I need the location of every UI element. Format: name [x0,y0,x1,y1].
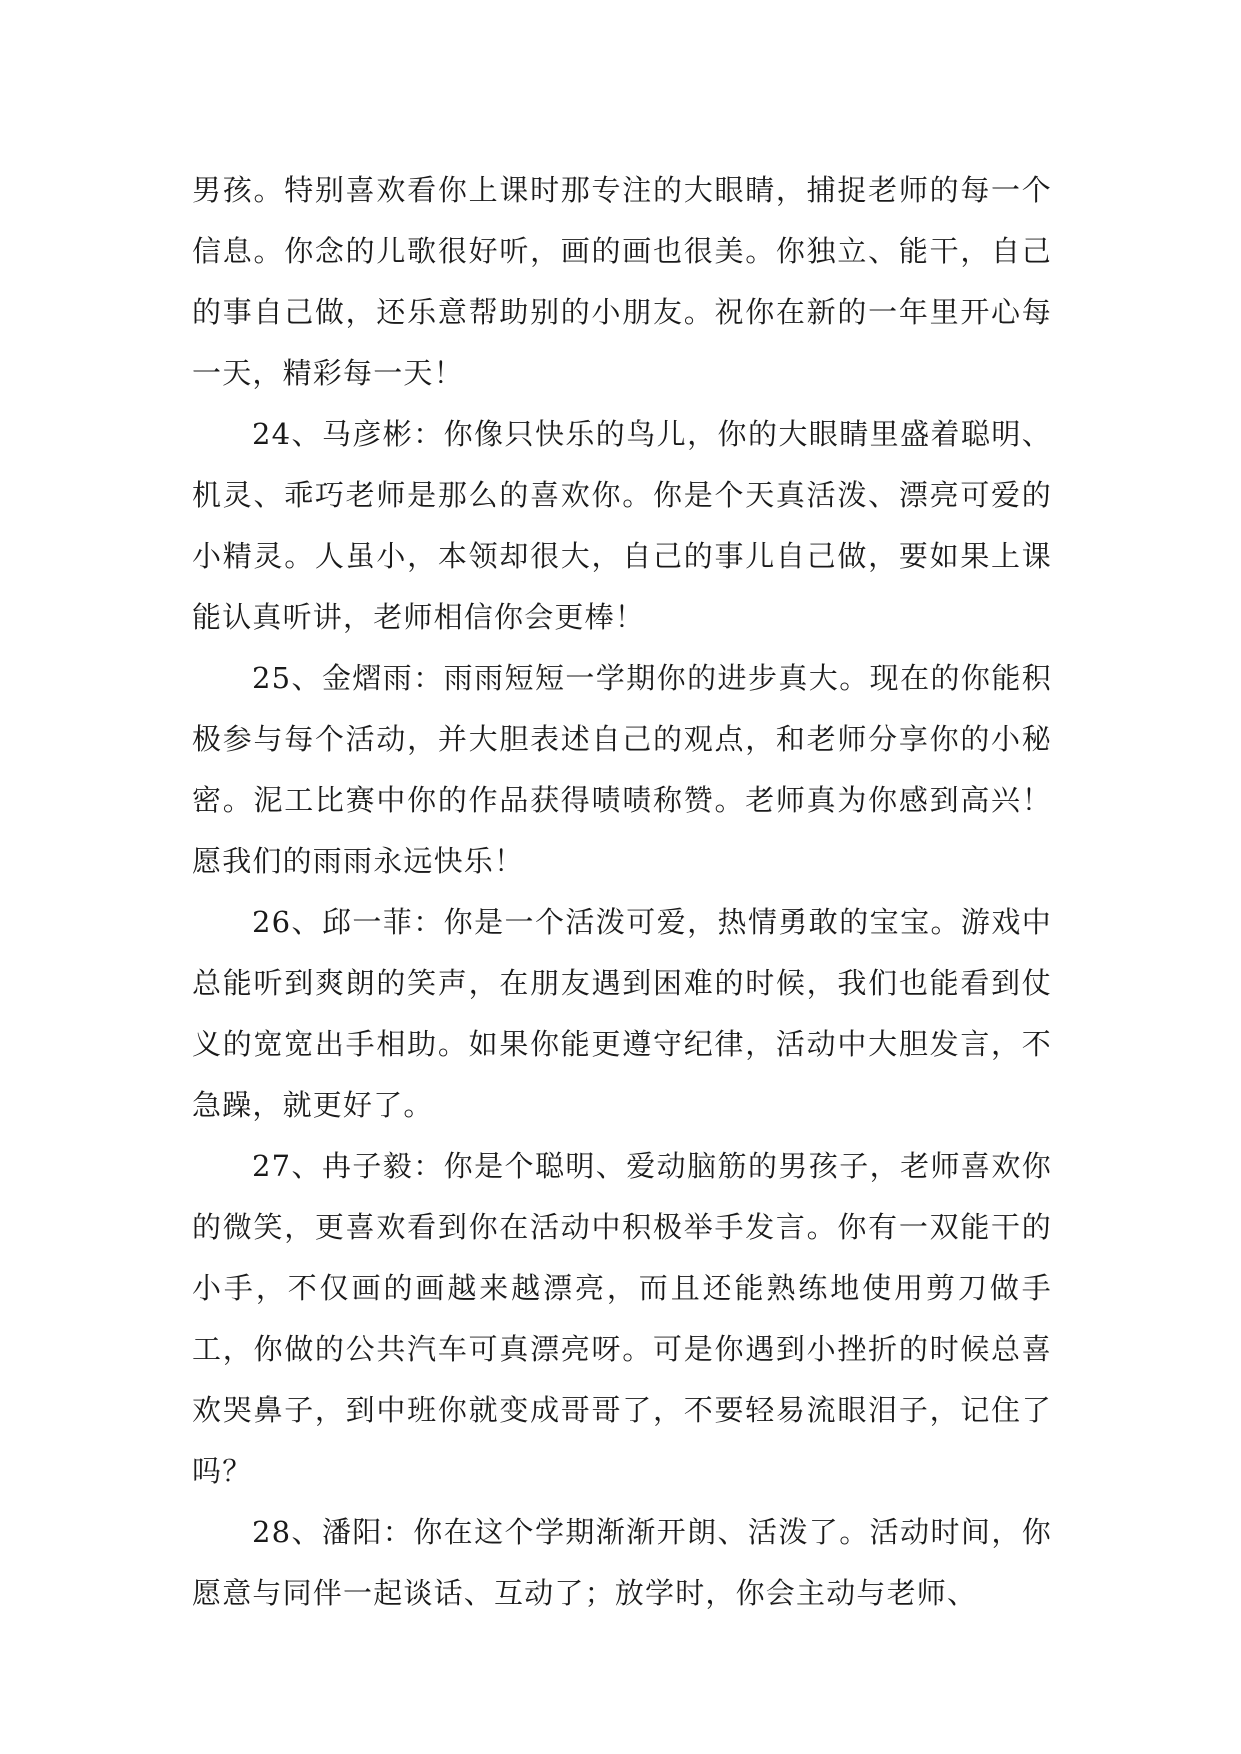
paragraph-continuation: 男孩。特别喜欢看你上课时那专注的大眼睛，捕捉老师的每一个信息。你念的儿歌很好听，画的画也很美。你独立、能干，自己的事自己做，还乐意帮助别的小朋友。祝你在新的一年里开心每一天，精彩每一天！ [192,173,1052,390]
paragraph-item-27: 27、冉子毅：你是个聪明、爱动脑筋的男孩子，老师喜欢你的微笑，更喜欢看到你在活动中积极举手发言。你有一双能干的小手，不仅画的画越来越漂亮，而且还能熟练地使用剪刀做手工，你做的公共汽车可真漂亮呀。可是你遇到小挫折的时候总喜欢哭鼻子，到中班你就变成哥哥了，不要轻易流眼泪子，记住了吗？ [192,1149,1052,1488]
paragraph-item-25: 25、金熠雨：雨雨短短一学期你的进步真大。现在的你能积极参与每个活动，并大胆表述自己的观点，和老师分享你的小秘密。泥工比赛中你的作品获得啧啧称赞。老师真为你感到高兴！愿我们的雨雨永远快乐！ [192,661,1052,878]
paragraph-item-26: 26、邱一菲：你是一个活泼可爱，热情勇敢的宝宝。游戏中总能听到爽朗的笑声，在朋友遇到困难的时候，我们也能看到仗义的宽宽出手相助。如果你能更遵守纪律，活动中大胆发言，不急躁，就更好了。 [192,905,1052,1122]
document-body [192,160,1052,1624]
paragraph-item-28: 28、潘阳：你在这个学期渐渐开朗、活泼了。活动时间，你愿意与同伴一起谈话、互动了；放学时，你会主动与老师、 [192,1515,1052,1610]
paragraph-item-24: 24、马彦彬：你像只快乐的鸟儿，你的大眼睛里盛着聪明、机灵、乖巧老师是那么的喜欢你。你是个天真活泼、漂亮可爱的小精灵。人虽小，本领却很大，自己的事儿自己做，要如果上课能认真听讲，老师相信你会更棒！ [192,417,1052,634]
